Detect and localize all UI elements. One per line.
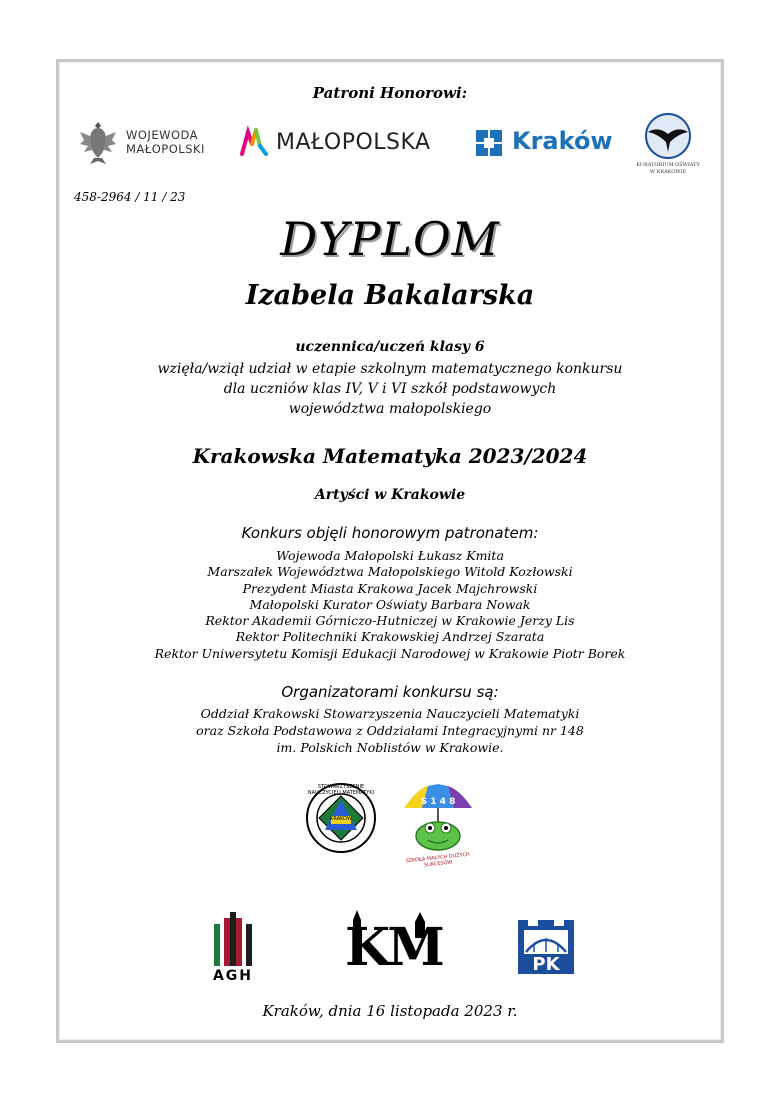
wojewoda-logo bbox=[78, 118, 218, 166]
km-text: KM bbox=[345, 917, 442, 978]
wojewoda-line1: WOJEWODA bbox=[126, 128, 199, 142]
description-line: województwa małopolskiego bbox=[288, 401, 492, 417]
organizer-item: Oddział Krakowski Stowarzyszenia Nauczycieli Matematyki bbox=[200, 706, 580, 721]
description-line: dla uczniów klas IV, V i VI szkół podstawowych bbox=[223, 381, 557, 397]
organizer-item: im. Polskich Noblistów w Krakowie. bbox=[276, 740, 504, 755]
patron-item: Rektor Akademii Górniczo-Hutniczej w Krakowie Jerzy Lis bbox=[205, 613, 575, 629]
km-logo bbox=[345, 908, 442, 978]
organizers-heading: Organizatorami konkursu są: bbox=[281, 683, 499, 701]
eagle-emblem-icon bbox=[78, 118, 118, 166]
agh-text: AGH bbox=[212, 968, 254, 984]
stowarzyszenie-logo bbox=[305, 782, 377, 854]
organizers-list bbox=[56, 705, 724, 756]
patron-item: Małopolski Kurator Oświaty Barbara Nowak bbox=[249, 596, 531, 612]
patron-item: Prezydent Miasta Krakowa Jacek Majchrowski bbox=[242, 580, 538, 596]
sp148-logo bbox=[398, 780, 478, 869]
malopolska-text: MAŁOPOLSKA bbox=[276, 130, 431, 155]
kuratorium-line1: KURATORIUM OŚWIATY bbox=[636, 162, 700, 168]
patrons-title: Patroni Honorowi: bbox=[312, 84, 468, 102]
patron-item: Marszałek Województwa Małopolskiego Witold Kozłowski bbox=[207, 564, 573, 580]
kuratorium-logo bbox=[628, 112, 708, 182]
recipient-name: Izabela Bakalarska bbox=[245, 280, 535, 311]
snm-center-text: KRAKÓW bbox=[330, 816, 352, 822]
description-line: wzięła/wziął udział w etapie szkolnym matematycznego konkursu bbox=[157, 361, 623, 377]
patrons-list bbox=[56, 548, 724, 662]
diploma-title: DYPLOM bbox=[280, 212, 500, 266]
organizer-item: oraz Szkoła Podstawowa z Oddziałami Integracyjnymi nr 148 bbox=[196, 723, 584, 738]
patron-item: Wojewoda Małopolski Łukasz Kmita bbox=[276, 548, 504, 563]
patron-item: Rektor Politechniki Krakowskiej Andrzej Szarata bbox=[235, 629, 545, 645]
krakow-mark-icon bbox=[474, 128, 504, 158]
malopolska-mark-icon bbox=[240, 126, 270, 158]
sp148-number: S 1 4 8 bbox=[420, 797, 456, 807]
patronage-heading: Konkurs objęli honorowym patronatem: bbox=[241, 524, 539, 542]
krakow-logo bbox=[474, 126, 614, 160]
sp148-caption: SZKOŁA MAŁYCH DUŻYCH SUKCESÓW bbox=[405, 851, 471, 869]
pk-text: PK bbox=[532, 954, 560, 975]
agh-logo bbox=[210, 910, 256, 986]
kuratorium-emblem-icon bbox=[638, 112, 698, 160]
date-line: Kraków, dnia 16 listopada 2023 r. bbox=[262, 1002, 518, 1020]
description-block bbox=[56, 359, 724, 419]
class-line: uczennica/uczeń klasy 6 bbox=[295, 339, 485, 355]
contest-subtitle: Artyści w Krakowie bbox=[314, 487, 466, 503]
patron-item: Rektor Uniwersytetu Komisji Edukacji Narodowej w Krakowie Piotr Borek bbox=[154, 645, 626, 661]
kuratorium-line2: W KRAKOWIE bbox=[649, 169, 687, 175]
document-number: 458-2964 / 11 / 23 bbox=[74, 190, 186, 204]
snm-ring-text: STOWARZYSZENIE NAUCZYCIELI MATEMATYKI bbox=[307, 784, 375, 796]
pk-logo bbox=[516, 918, 576, 976]
agh-mark-icon bbox=[210, 910, 256, 966]
krakow-text: Kraków bbox=[512, 127, 613, 155]
malopolska-logo bbox=[240, 124, 440, 160]
wojewoda-line2: MAŁOPOLSKI bbox=[126, 142, 205, 156]
contest-name: Krakowska Matematyka 2023/2024 bbox=[192, 444, 588, 468]
